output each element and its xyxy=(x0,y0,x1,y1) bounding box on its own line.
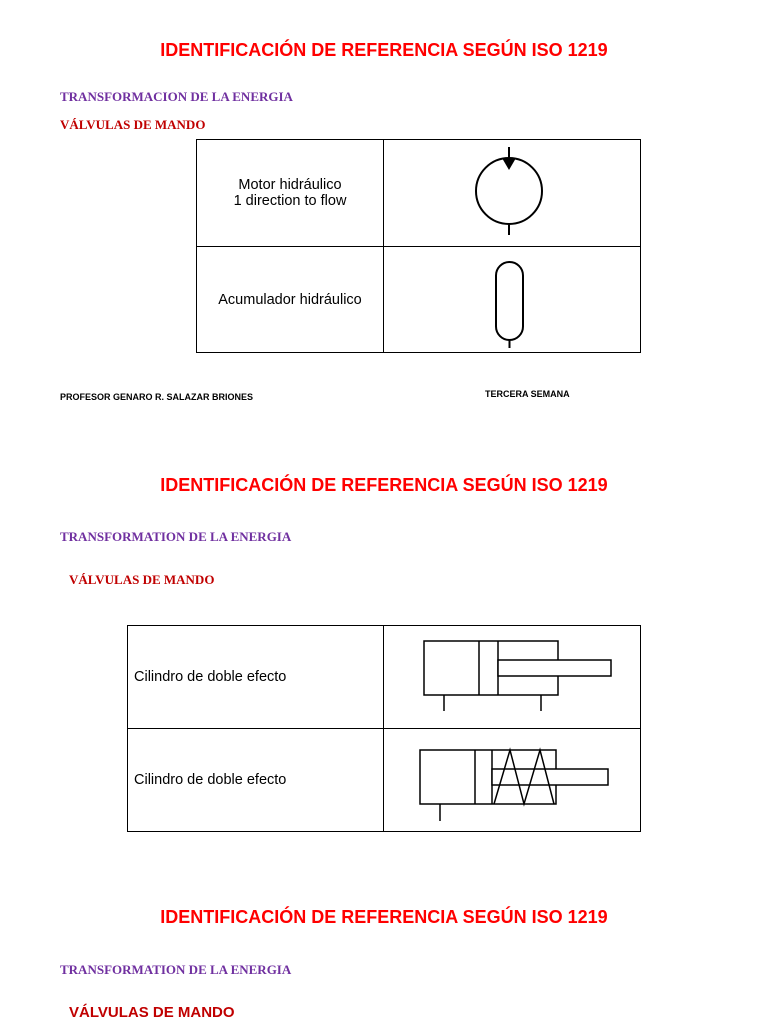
table-row xyxy=(128,626,641,729)
footer-author: PROFESOR GENARO R. SALAZAR BRIONES xyxy=(60,392,254,402)
section-subtitle: TRANSFORMATION DE LA ENERGIA xyxy=(60,529,292,544)
footer-week: TERCERA SEMANA xyxy=(485,389,570,399)
symbol-table xyxy=(127,625,641,832)
double-acting-cylinder-icon xyxy=(384,627,640,728)
hydraulic-accumulator-icon xyxy=(384,248,640,352)
symbol-cell xyxy=(384,626,641,729)
page-title: IDENTIFICACIÓN DE REFERENCIA SEGÚN ISO 1219 xyxy=(160,475,608,495)
symbol-label-cell xyxy=(197,247,384,353)
page-title: IDENTIFICACIÓN DE REFERENCIA SEGÚN ISO 1219 xyxy=(160,907,608,927)
symbol-cell xyxy=(384,247,641,353)
symbol-label: Acumulador hidráulico xyxy=(218,291,362,308)
table-row xyxy=(197,140,641,247)
symbol-label-cell xyxy=(197,140,384,247)
table-row xyxy=(128,729,641,832)
symbol-label: Cilindro de doble efecto xyxy=(134,772,287,788)
table-row xyxy=(197,247,641,353)
section-category: VÁLVULAS DE MANDO xyxy=(60,117,206,132)
section-subtitle: TRANSFORMACION DE LA ENERGIA xyxy=(60,89,293,104)
symbol-label: Motor hidráulico xyxy=(238,177,342,193)
section-subtitle: TRANSFORMATION DE LA ENERGIA xyxy=(60,962,292,977)
symbol-cell xyxy=(384,729,641,832)
spring-cylinder-icon xyxy=(384,730,640,831)
section-category: VÁLVULAS DE MANDO xyxy=(69,1004,235,1021)
symbol-label: 1 direction to flow xyxy=(233,193,347,209)
page-title: IDENTIFICACIÓN DE REFERENCIA SEGÚN ISO 1219 xyxy=(160,40,608,60)
symbol-table xyxy=(196,139,641,353)
symbol-label: Cilindro de doble efecto xyxy=(134,669,287,685)
symbol-label-cell xyxy=(128,729,384,832)
symbol-label-cell xyxy=(128,626,384,729)
hydraulic-motor-icon xyxy=(384,141,640,246)
section-category: VÁLVULAS DE MANDO xyxy=(69,572,215,587)
symbol-cell xyxy=(384,140,641,247)
